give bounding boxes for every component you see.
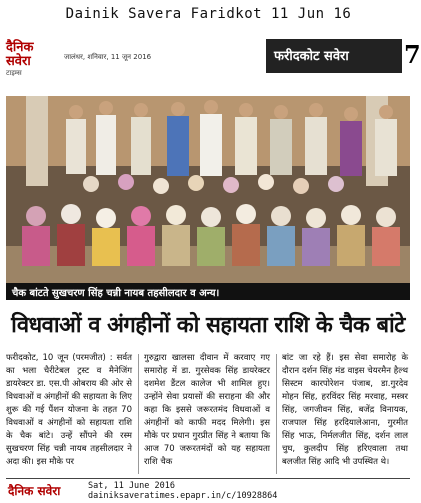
news-photo	[6, 96, 410, 284]
footer-date: Sat, 11 June 2016	[88, 481, 175, 491]
seated-group	[22, 204, 400, 266]
column-rule-1	[138, 354, 139, 474]
newspaper-logo	[6, 40, 62, 77]
article-column-3: बांट जा रहे हैं। इस सेवा समारोह के दौरान दर्शन सिंह मंड वाइस चेयरमैन हैल्थ सिस्टम कारपोरेशन पंजाब, डा.गुरदेव मोहन सिंह, हरविंदर सिंह मरवाह, मस्त्रर सिंह, जगजीवन सिंह, बजेंद्र विनायक, राजपाल सिंह हरदियालेआना, गुरमीत सिंह भाऊ, निर्मलजीत सिंह, दर्शन लाल चुघ, कुलदीप सिंह हरिएवाला तथा बलजीत सिंह आदि भी उपस्थित थे।	[282, 353, 408, 467]
photo-illustration	[6, 96, 410, 284]
edition-label: फरीदकोट सवेरा	[274, 49, 349, 64]
logo-sub: टाइम्स	[6, 69, 22, 77]
article-column-1: फरीदकोट, 10 जून (परमजीत) : सर्वत का भला चैरीटेबल ट्रस्ट व मैनेजिंग डायरेक्टर डा. एस.पी ओबराय की ओर से विधवाओं व अंगहीनों की सहायता के लिए शुरू की गई पैंशन योजना के तहत 70 विधवाओं व अंगहीनों को सहायता राशि के चैक बांटे। उन्हें सौंपने की रस्म सुखचरण सिंह चन्नी नायब तहसीलदार ने अदा की। इस मौके पर	[6, 353, 132, 467]
dateline: जालंधर, शनिवार, 11 जून 2016	[64, 53, 152, 61]
article-column-2: गुरुद्वारा खालसा दीवान में करवाए गए समारोह में डा. गुरसेवक सिंह डायरेक्टर दशमेश डैंटल कालेज भी शामिल हुए। उन्होंने सेवा प्रयासों की सराहना की और कहा कि इससे जरूरतमंद विधवाओं व अंगहीनों को काफी मदद मिलेगी। इस मौके पर प्रधान गुरप्रीत सिंह ने बताया कि आज 70 जरूरतमंदों को यह सहायता राशि चैक	[144, 353, 270, 467]
masthead	[6, 39, 421, 77]
photo-caption-bar	[6, 283, 410, 300]
page-number: 7	[404, 40, 421, 69]
headline: विधवाओं व अंगहीनों को सहायता राशि के चैक बांटे	[11, 313, 405, 338]
photo-caption: चैक बांटते सुखचरण सिंह चन्नी नायब तहसीलदार व अन्य।	[12, 288, 220, 299]
footer-logo: दैनिक सवेरा	[8, 484, 61, 498]
logo-text: दैनिक सवेरा	[6, 40, 34, 69]
footer-url[interactable]: dainiksaveratimes.epapr.in/c/10928864	[88, 491, 278, 501]
article-body	[6, 352, 410, 477]
column-rule-2	[276, 354, 277, 474]
footer	[6, 478, 410, 501]
top-caption: Dainik Savera Faridkot 11 Jun 16	[65, 6, 352, 22]
edition-band	[266, 39, 402, 73]
